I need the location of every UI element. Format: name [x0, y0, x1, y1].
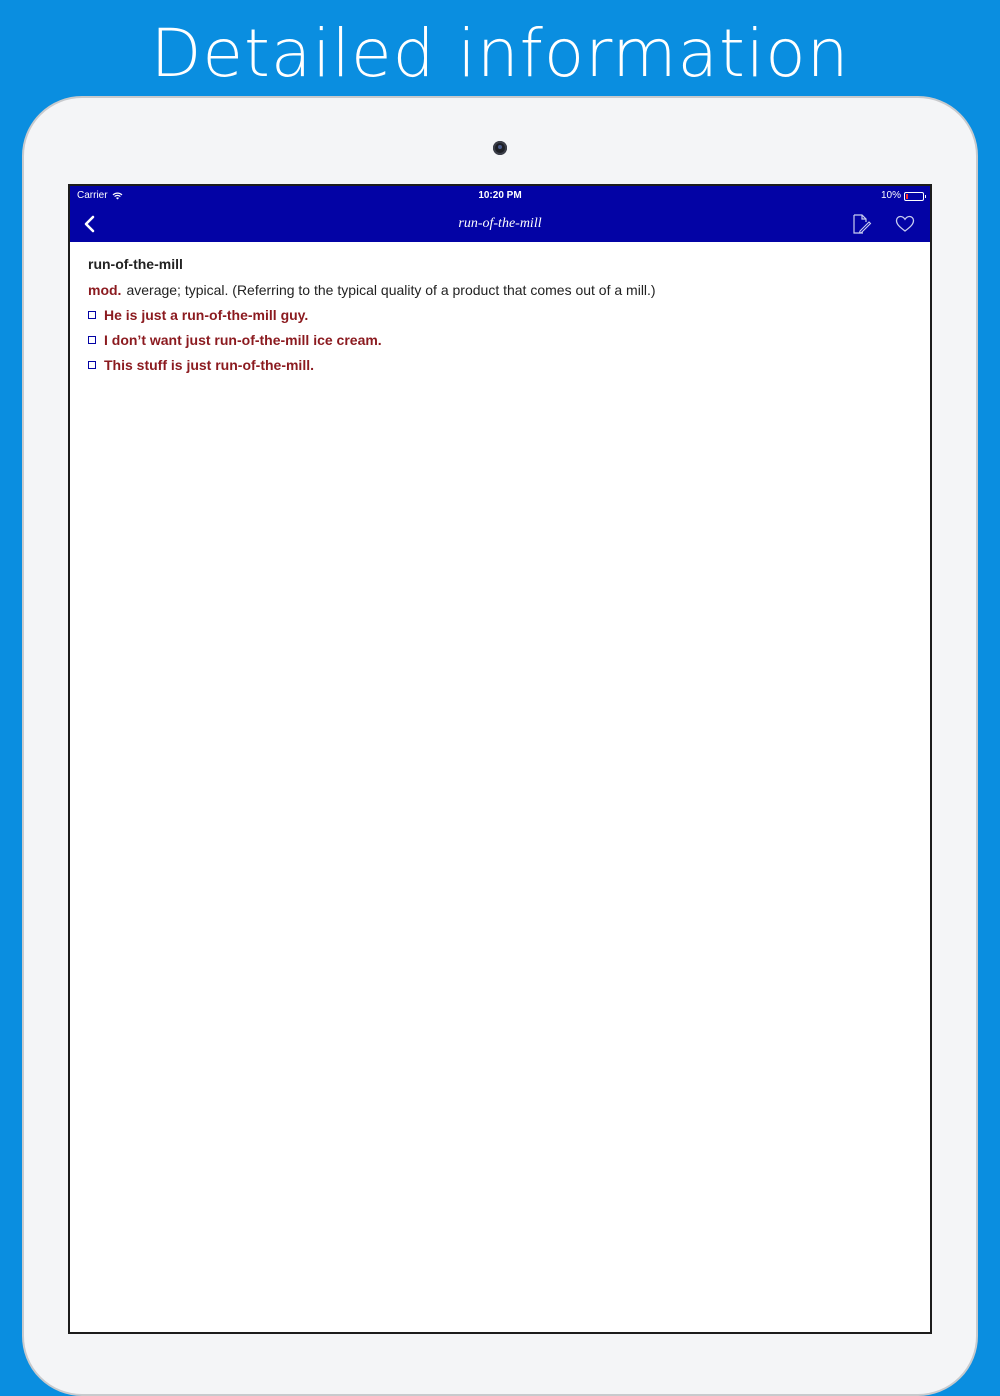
example-text: He is just a run-of-the-mill guy. [104, 307, 309, 323]
edit-note-icon [850, 213, 872, 235]
example-item [88, 357, 912, 373]
app-screen [68, 184, 932, 1334]
favorite-button[interactable] [894, 213, 916, 235]
battery-level-fill [906, 194, 908, 199]
status-time: 10:20 PM [478, 190, 522, 201]
camera-lens [493, 141, 507, 155]
battery-icon [904, 192, 924, 201]
nav-bar [70, 206, 930, 242]
definition-text: average; typical. (Referring to the typical quality of a product that comes out of a mill.) [126, 282, 656, 298]
entry-headword: run-of-the-mill [88, 256, 183, 272]
edit-note-button[interactable] [850, 213, 872, 235]
promo-title: Detailed information [150, 15, 850, 92]
part-of-speech: mod. [88, 282, 122, 298]
battery-percent: 10% [880, 190, 901, 201]
square-bullet-icon [88, 311, 96, 319]
entry-content [88, 256, 912, 382]
nav-title: run-of-the-mill [458, 216, 542, 231]
entry-definition-line [88, 282, 912, 298]
example-item [88, 307, 912, 323]
nav-actions [850, 213, 916, 235]
heart-icon [894, 213, 916, 235]
carrier-label: Carrier [77, 190, 108, 201]
status-battery [881, 186, 924, 206]
square-bullet-icon [88, 336, 96, 344]
example-text: I don’t want just run-of-the-mill ice cream. [104, 332, 382, 348]
square-bullet-icon [88, 361, 96, 369]
example-text: This stuff is just run-of-the-mill. [104, 357, 314, 373]
example-item [88, 332, 912, 348]
status-bar [70, 186, 930, 206]
